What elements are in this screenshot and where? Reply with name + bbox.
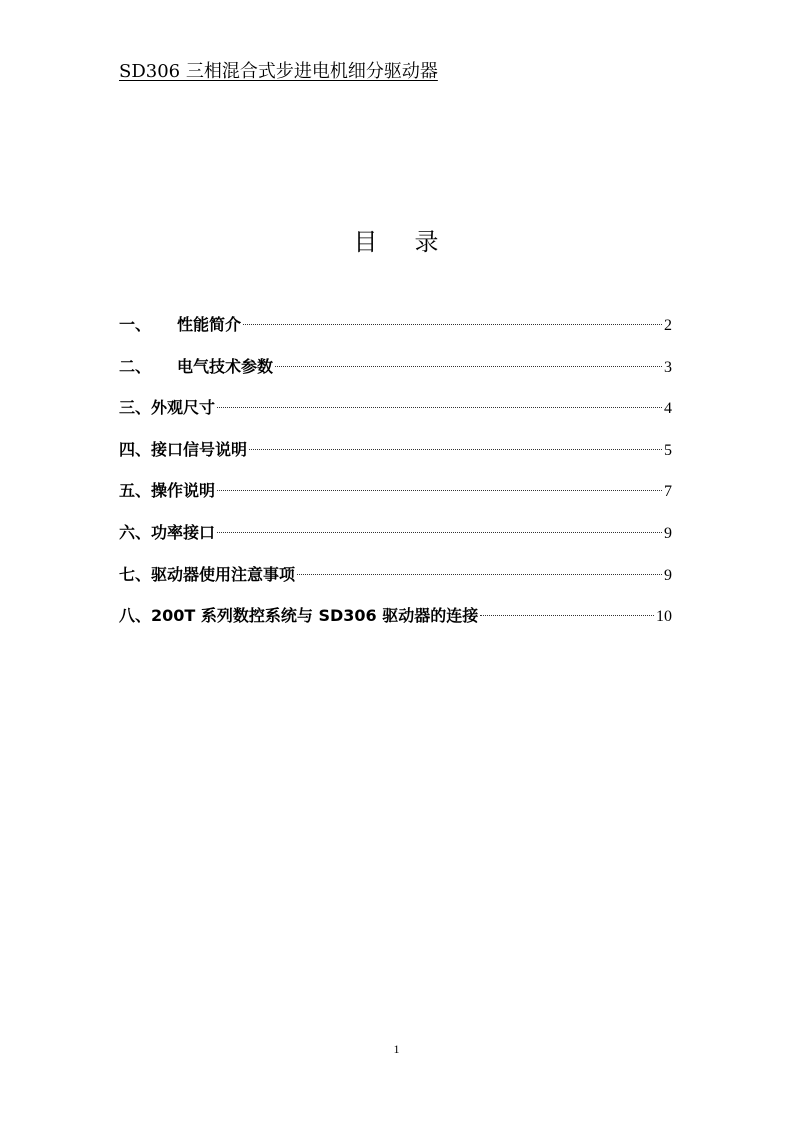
toc-entry[interactable] (119, 604, 672, 646)
toc-leader-dots (297, 574, 662, 575)
toc-title-char-1: 目 (353, 228, 379, 256)
toc-entry[interactable] (119, 396, 672, 438)
toc-entry-title: 驱动器使用注意事项 (151, 564, 296, 584)
toc-entry-number: 八、 (119, 606, 152, 626)
toc-entry-page: 4 (664, 400, 672, 418)
toc-entry[interactable] (119, 438, 672, 480)
toc-leader-dots (217, 490, 662, 491)
toc-entry-number: 四、 (119, 439, 152, 459)
toc-entry-page: 7 (664, 483, 672, 501)
toc-entry-number: 二、 (119, 356, 152, 376)
toc-entry-page: 3 (664, 358, 672, 376)
toc-leader-dots (249, 449, 662, 450)
toc-entry-title: 性能简介 (177, 315, 242, 334)
toc-leader-dots (217, 532, 662, 533)
toc-title (0, 226, 793, 258)
toc-entry-page: 9 (664, 524, 672, 542)
toc-entry[interactable] (119, 355, 672, 397)
toc-entry[interactable] (119, 479, 672, 521)
toc-entry-title: 电气技术参数 (177, 356, 274, 376)
toc-list (119, 313, 672, 646)
toc-entry[interactable] (119, 563, 672, 605)
toc-entry-title: 操作说明 (151, 481, 216, 501)
toc-entry-page: 10 (656, 608, 672, 626)
toc-entry-number: 三、 (119, 398, 152, 418)
toc-entry-title: 功率接口 (151, 522, 216, 542)
toc-entry-title: 接口信号说明 (151, 439, 248, 459)
toc-entry-page: 5 (664, 441, 672, 459)
toc-entry-number: 六、 (119, 522, 152, 542)
toc-entry[interactable] (119, 521, 672, 563)
toc-entry-title: 外观尺寸 (151, 398, 216, 418)
toc-title-char-2: 录 (414, 228, 440, 256)
toc-entry-page: 9 (664, 566, 672, 584)
toc-entry-number: 五、 (119, 481, 152, 501)
toc-entry-number: 一、 (119, 315, 152, 334)
toc-entry-number: 七、 (119, 564, 152, 584)
toc-leader-dots (243, 324, 662, 325)
toc-leader-dots (480, 615, 654, 616)
document-header-title: SD306 三相混合式步进电机细分驱动器 (119, 61, 438, 82)
toc-entry-title: 200T 系列数控系统与 SD306 驱动器的连接 (151, 606, 479, 626)
toc-leader-dots (217, 407, 662, 408)
toc-leader-dots (275, 366, 662, 367)
toc-entry[interactable] (119, 313, 672, 355)
page-number: 1 (393, 1042, 400, 1056)
toc-entry-page: 2 (664, 317, 672, 334)
